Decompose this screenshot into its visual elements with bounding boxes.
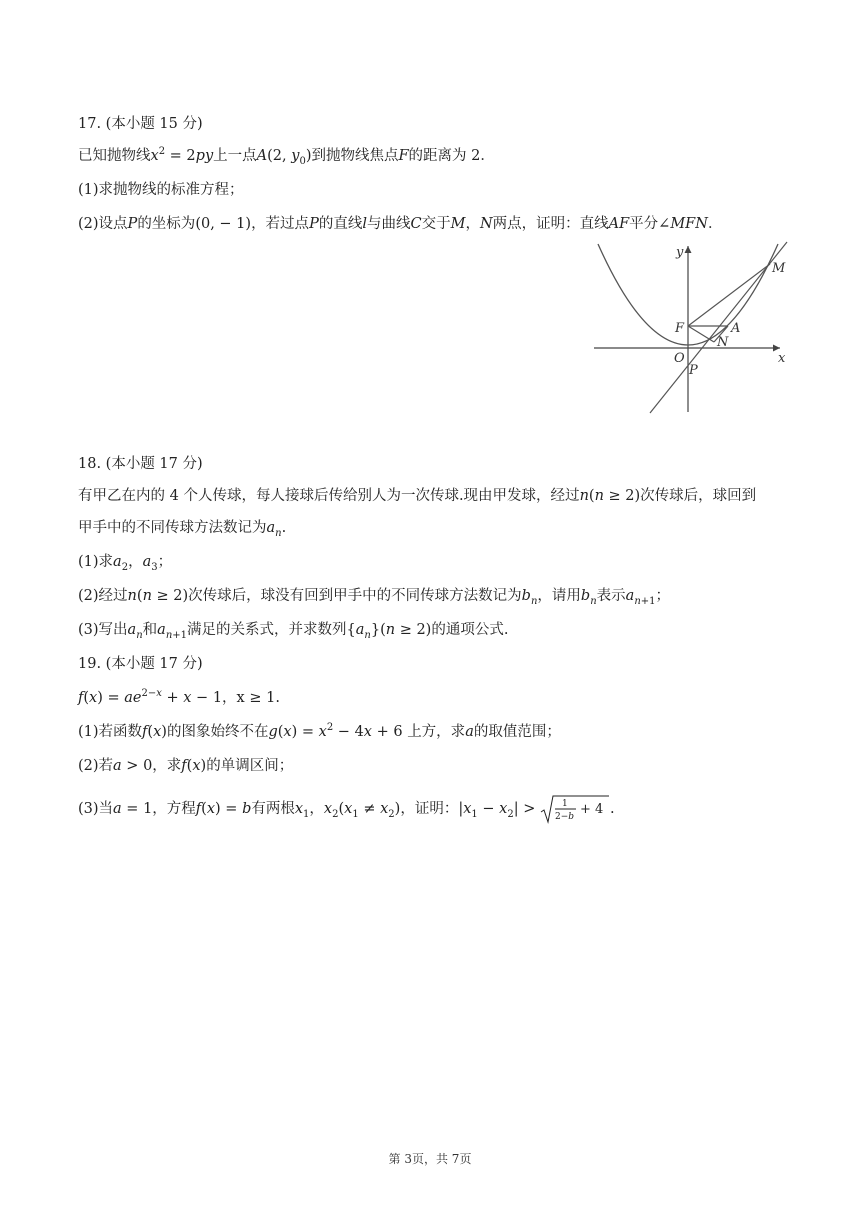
q17-part1: (1)求抛物线的标准方程；	[78, 182, 244, 198]
q19-header: 19. (本小题 17 分)	[78, 656, 203, 672]
q18-header: 18. (本小题 17 分)	[78, 456, 203, 472]
q18-stem-line2: 甲手中的不同传球方法数记为$a_n$.	[78, 520, 287, 539]
parabola-figure	[590, 238, 790, 418]
sqrt-expression	[540, 794, 610, 824]
label-o: O	[674, 351, 685, 366]
label-y: y	[676, 245, 684, 260]
svg-text:+ 4: + 4	[579, 802, 604, 817]
q18-part1: (1)求$a_2$，$a_3$；	[78, 554, 173, 573]
q19-part1: (1)若函数f(x)的图象始终不在$g(x) = x^2 - 4x + 6$ 上方，求a的取值范围；	[78, 722, 561, 740]
svg-text:1: 1	[561, 799, 568, 809]
q17-header: 17. (本小题 15 分)	[78, 116, 203, 132]
q18-part3: (3)写出$a_n$和$a_{n+1}$满足的关系式，并求数列$\{a_n\}(n \ge 2)$的通项公式.	[78, 622, 509, 641]
y-axis-arrow	[685, 246, 692, 253]
label-p: P	[689, 363, 698, 378]
q18-part2: (2)经过n(n ≥ 2)次传球后，球没有回到甲手中的不同传球方法数记为$b_n$，请用$b_n$表示$a_{n+1}$；	[78, 588, 671, 607]
q19-function: $f(x) = ae^{2-x} + x - 1$，x ≥ 1.	[78, 688, 280, 706]
label-x: x	[778, 351, 786, 366]
label-f: F	[675, 321, 685, 336]
q18-stem-line1: 有甲乙在内的 4 个人传球，每人接球后传给别人为一次传球.现由甲发球，经过n(n ≥ 2)次传球后，球回到	[78, 488, 757, 504]
label-a: A	[731, 321, 741, 336]
q17-part2: (2)设点P的坐标为(0, − 1)，若过点P的直线l与曲线C交于M，N两点，证明：直线AF平分∠MFN．	[78, 216, 723, 232]
q19-part2: (2)若a > 0，求f(x)的单调区间；	[78, 758, 294, 774]
q19-part3: (3)当a = 1，方程f(x) = b有两根$x_1$，$x_2(x_1 \ne x_2)$，证明：$|x_1 - x_2|$ > 1 2−b + 4 .	[78, 794, 615, 824]
segment-fm	[688, 264, 770, 326]
q17-stem: 已知抛物线$x^2 = 2py$上一点A(2, $y_0$)到抛物线焦点F的距离为 2．	[78, 146, 495, 167]
page-footer: 第 3页，共 7页	[388, 1152, 472, 1166]
label-n: N	[717, 335, 729, 350]
label-m: M	[772, 261, 786, 276]
segment-fn	[688, 326, 714, 342]
svg-text:2−b: 2−b	[554, 812, 575, 822]
line-l	[650, 242, 787, 413]
